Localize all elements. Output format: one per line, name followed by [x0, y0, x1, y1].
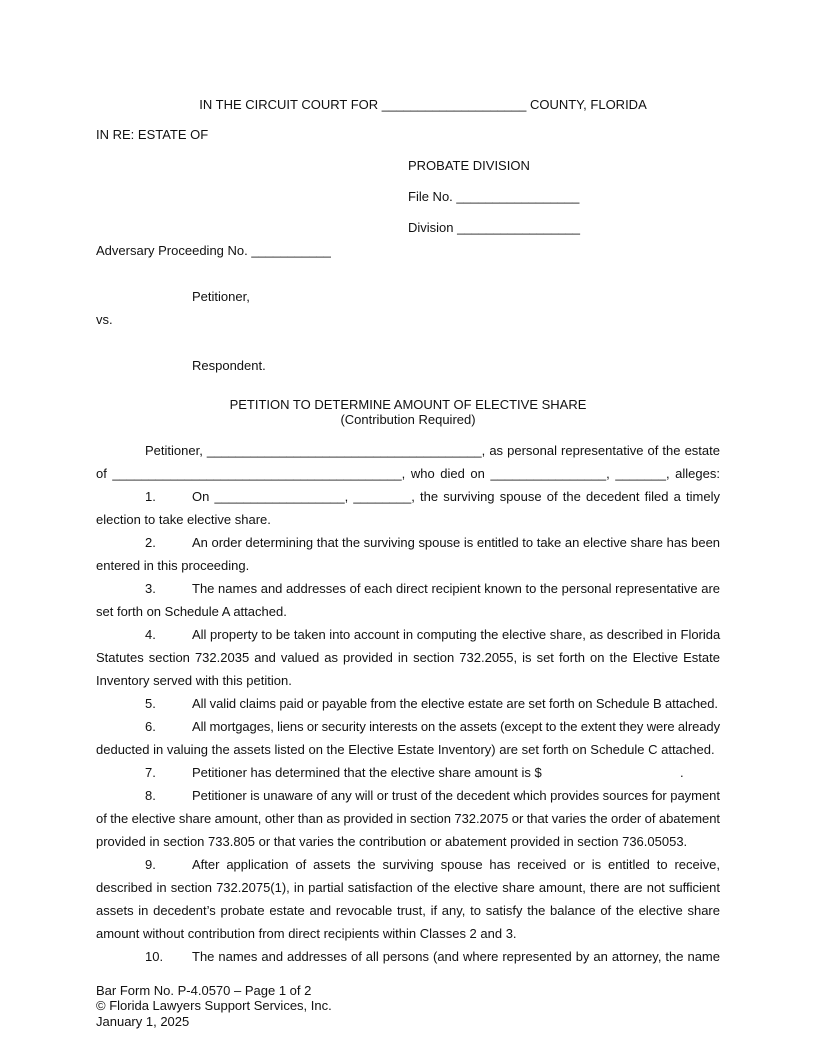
item-line: All mortgages, liens or security interests on the assets (except to the extent they were already: [192, 719, 720, 734]
item-number: 7.: [145, 765, 156, 780]
item-line: entered in this proceeding.: [96, 558, 250, 573]
item-line: On __________________, ________, the surviving spouse of the decedent filed a timely: [192, 489, 720, 504]
item-number: 6.: [145, 719, 156, 734]
item-line: All valid claims paid or payable from the elective estate are set forth on Schedule B attached.: [192, 696, 718, 711]
respondent-label: Respondent.: [192, 358, 266, 373]
item-line: After application of assets the surviving spouse has received or is entitled to receive,: [192, 857, 720, 872]
item-line: amount without contribution from direct recipients within Classes 2 and 3.: [96, 926, 517, 941]
court-heading: IN THE CIRCUIT COURT FOR ____________________ COUNTY, FLORIDA: [199, 97, 647, 112]
vs-label: vs.: [96, 312, 113, 327]
document-subtitle: (Contribution Required): [340, 412, 476, 427]
item-line: All property to be taken into account in computing the elective share, as described in Florida: [192, 627, 721, 642]
petitioner-label: Petitioner,: [192, 289, 250, 304]
item-number: 4.: [145, 627, 156, 642]
adversary-proceeding-field: Adversary Proceeding No. ___________: [96, 243, 331, 258]
item-number: 2.: [145, 535, 156, 550]
item-line: described in section 732.2075(1), in partial satisfaction of the elective share amount, there are not sufficient: [96, 880, 720, 895]
document-title: PETITION TO DETERMINE AMOUNT OF ELECTIVE SHARE: [229, 397, 587, 412]
footer-copyright: © Florida Lawyers Support Services, Inc.: [96, 998, 332, 1013]
intro-line: Petitioner, ______________________________________, as personal representative of the estate: [145, 443, 720, 458]
item-line: Inventory served with this petition.: [96, 673, 292, 688]
item-line: An order determining that the surviving spouse is entitled to take an elective share has been: [192, 535, 720, 550]
item-line: Statutes section 732.2035 and valued as provided in section 732.2055, is set forth on the Elective Estate: [96, 650, 720, 665]
file-no-field: File No. _________________: [408, 189, 580, 204]
footer-date: January 1, 2025: [96, 1014, 190, 1029]
item-line: provided in section 733.805 or that varies the contribution or abatement provided in section 736.05053.: [96, 834, 688, 849]
division-label: PROBATE DIVISION: [408, 158, 530, 173]
in-re-label: IN RE: ESTATE OF: [96, 127, 209, 142]
item-number: 10.: [145, 949, 164, 964]
item-number: 5.: [145, 696, 156, 711]
item-number: 9.: [145, 857, 156, 872]
item-line: set forth on Schedule A attached.: [96, 604, 287, 619]
intro-line: of ________________________________________, who died on ________________, _______, alleges:: [96, 466, 720, 481]
item-line: The names and addresses of all persons (and where represented by an attorney, the name: [192, 949, 720, 964]
item-line: The names and addresses of each direct recipient known to the personal representative are: [192, 581, 720, 596]
item-line: election to take elective share.: [96, 512, 271, 527]
item-line: Petitioner is unaware of any will or trust of the decedent which provides sources for payment: [192, 788, 720, 803]
amount-end-period: .: [680, 765, 684, 780]
item-number: 1.: [145, 489, 156, 504]
item-line: Petitioner has determined that the elective share amount is $: [192, 765, 542, 780]
item-number: 3.: [145, 581, 156, 596]
item-line: of the elective share amount, other than as provided in section 732.2075 or that varies the order of abatement: [96, 811, 720, 826]
item-line: assets in decedent’s probate estate and revocable trust, if any, to satisfy the balance of the elective share: [96, 903, 720, 918]
footer-form-number: Bar Form No. P-4.0570 – Page 1 of 2: [96, 983, 312, 998]
item-line: deducted in valuing the assets listed on the Elective Estate Inventory) are set forth on Schedule C attached.: [96, 742, 715, 757]
division-field: Division _________________: [408, 220, 581, 235]
item-number: 8.: [145, 788, 156, 803]
